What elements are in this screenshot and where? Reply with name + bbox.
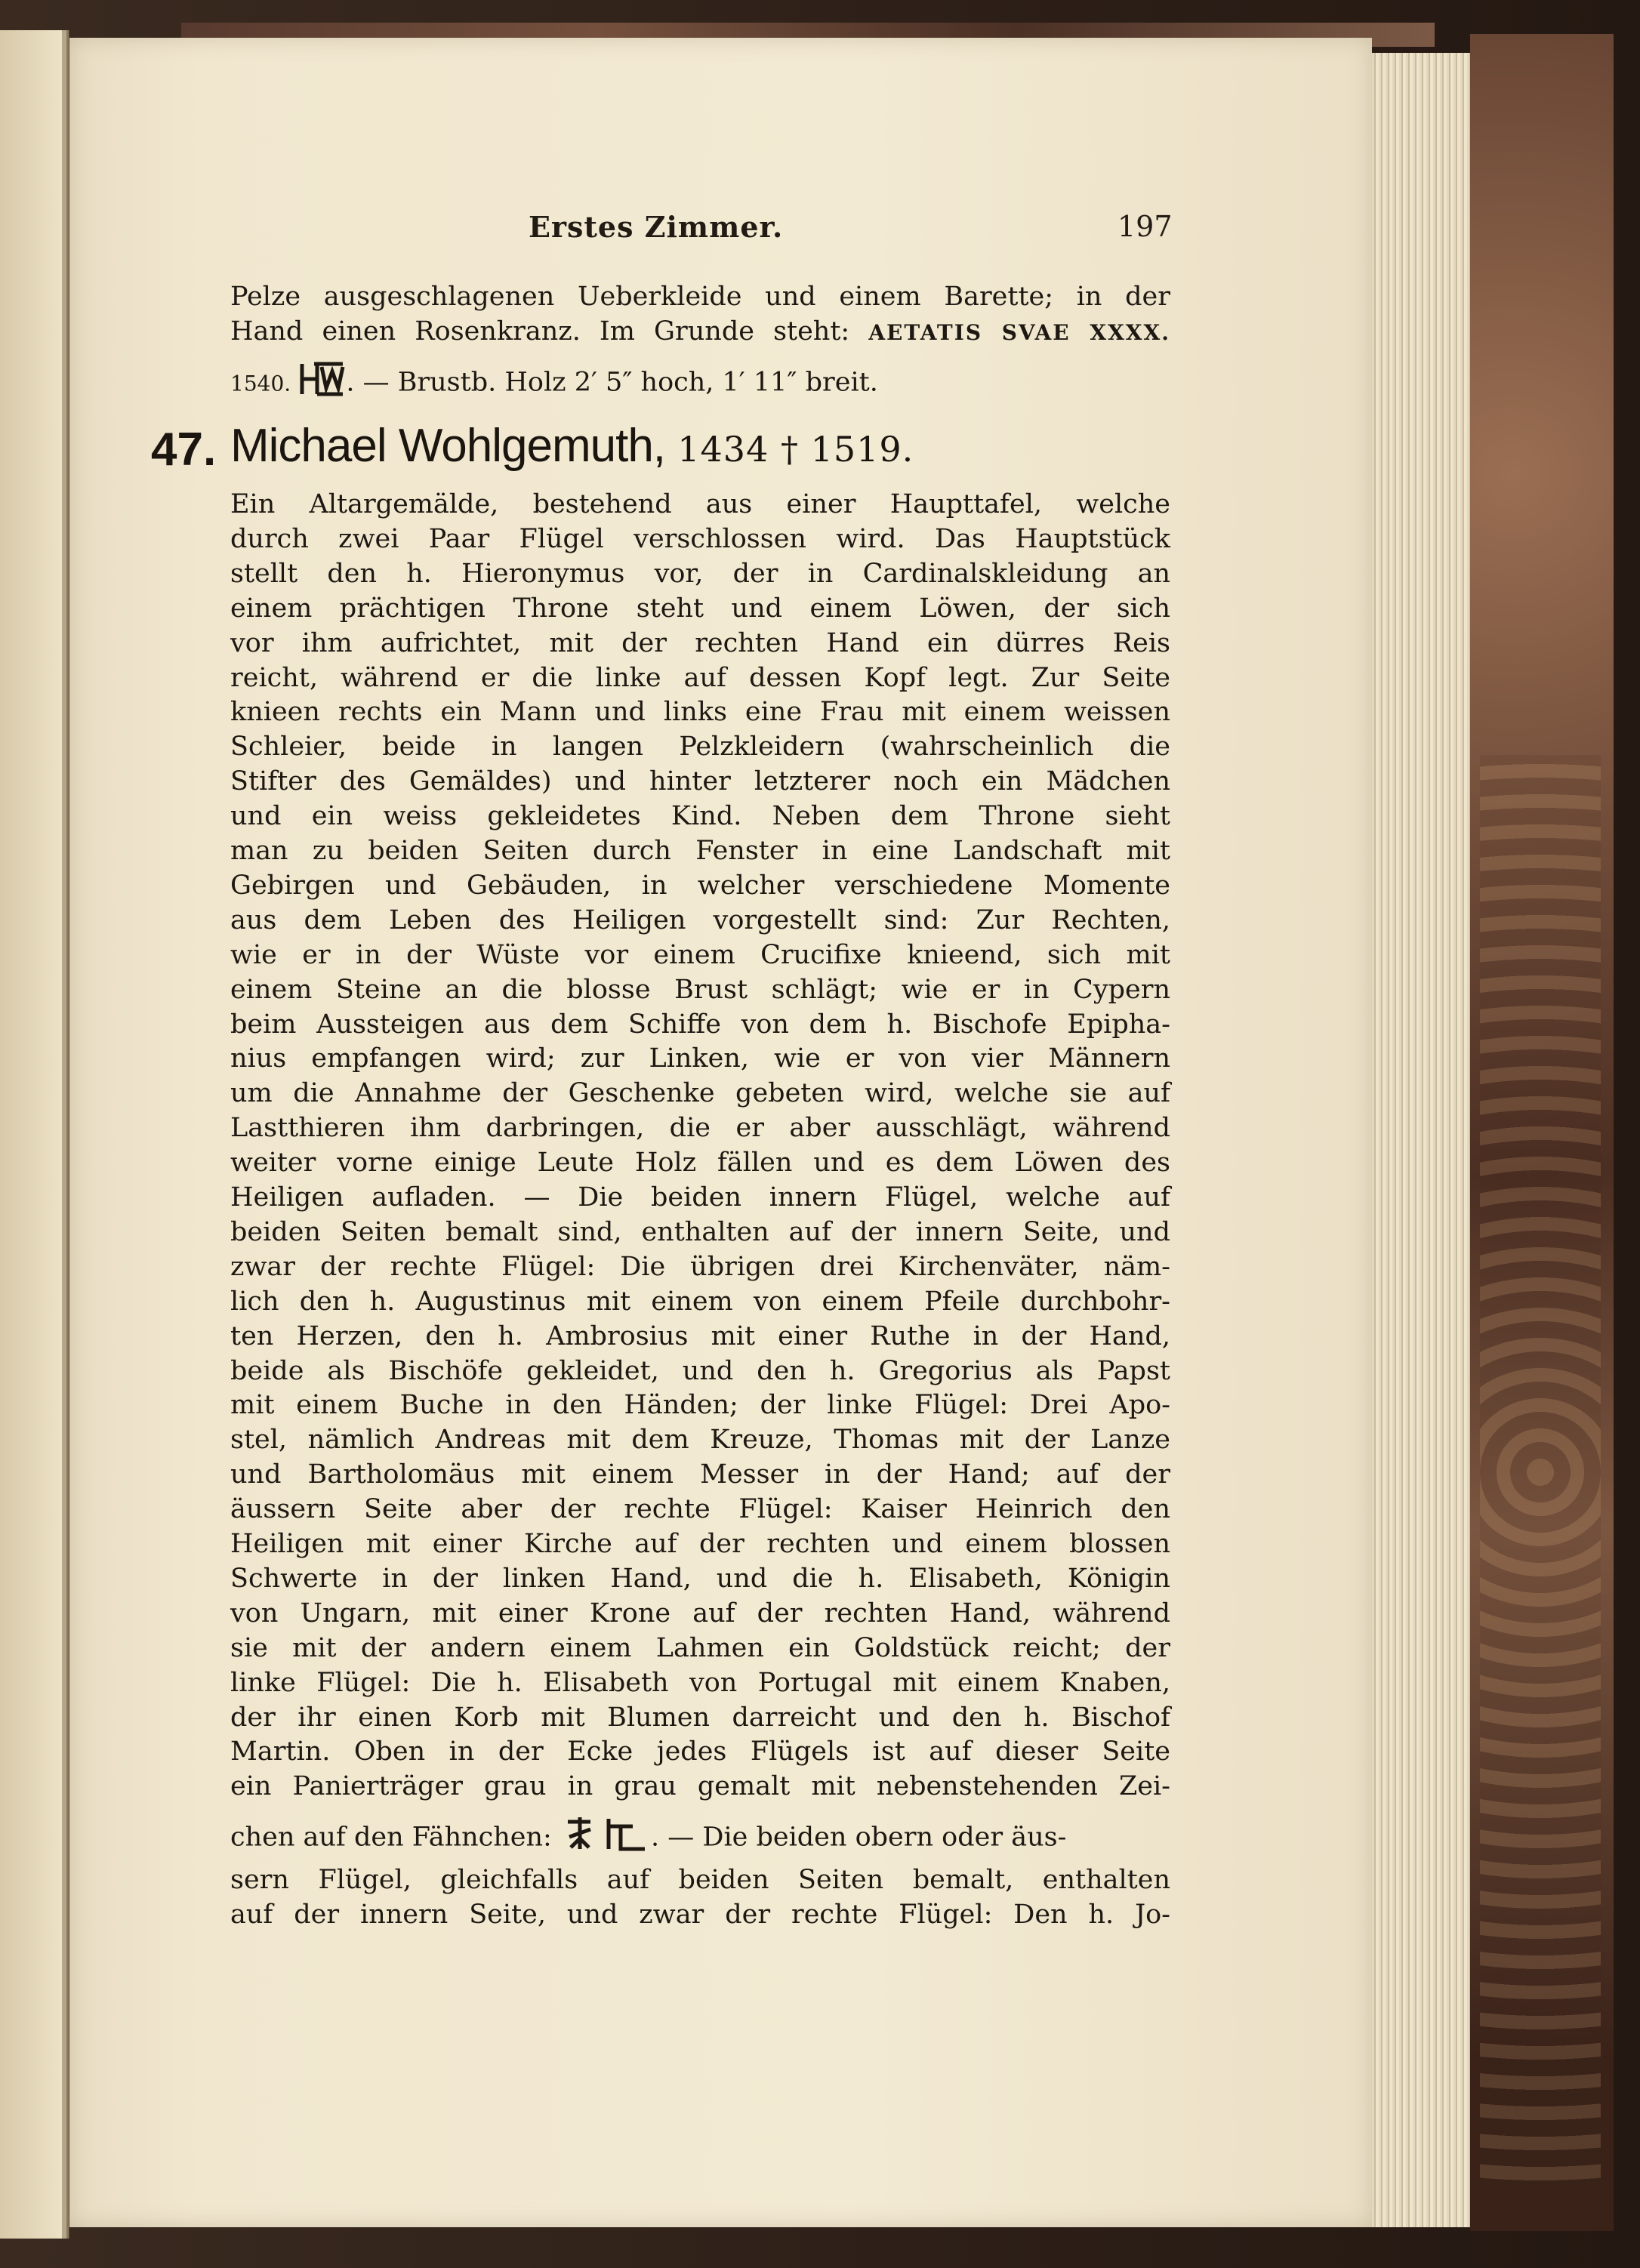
entry-title: Michael Wohlgemuth, 1434 † 1519.	[230, 420, 914, 472]
cover-texture	[1480, 755, 1601, 2189]
text-line: stellt den h. Hieronymus vor, der in Cardinalskleidung an	[230, 559, 1170, 589]
text-line: linke Flügel: Die h. Elisabeth von Portugal mit einem Knaben,	[230, 1668, 1170, 1698]
text-line: Schleier, beide in langen Pelzkleidern (wahrscheinlich die	[230, 732, 1170, 762]
text-line: zwar der rechte Flügel: Die übrigen drei Kirchenväter, näm-	[230, 1252, 1170, 1282]
text-line: mit einem Buche in den Händen; der linke Flügel: Drei Apo-	[230, 1390, 1170, 1420]
text-line: chen auf den Fähnchen: . — Die beiden obern oder äus-	[230, 1814, 1170, 1863]
text-line: ein Panierträger grau in grau gemalt mit nebenstehenden Zei-	[230, 1771, 1170, 1801]
running-head: Erstes Zimmer.	[529, 210, 784, 244]
text-line: durch zwei Paar Flügel verschlossen wird. Das Hauptstück	[230, 524, 1170, 554]
text-line: aus dem Leben des Heiligen vorgestellt sind: Zur Rechten,	[230, 905, 1170, 935]
text-line: stel, nämlich Andreas mit dem Kreuze, Thomas mit der Lanze	[230, 1425, 1170, 1455]
text-line: knieen rechts ein Mann und links eine Frau mit einem weissen	[230, 697, 1170, 727]
entry-number: 47.	[151, 424, 217, 476]
text-line: reicht, während er die linke auf dessen Kopf legt. Zur Seite	[230, 663, 1170, 693]
page-fore-edge	[1372, 53, 1470, 2227]
text-line: Martin. Oben in der Ecke jedes Flügels ist auf dieser Seite	[230, 1736, 1170, 1767]
entry-dates: 1434 † 1519.	[677, 429, 914, 470]
text-line: Heiligen mit einer Kirche auf der rechten und einem blossen	[230, 1529, 1170, 1559]
text-line: beide als Bischöfe gekleidet, und den h. Gregorius als Papst	[230, 1356, 1170, 1386]
text-line: sie mit der andern einem Lahmen ein Goldstück reicht; der	[230, 1633, 1170, 1663]
text-line: vor ihm aufrichtet, mit der rechten Hand ein dürres Reis	[230, 628, 1170, 658]
text-line: Gebirgen und Gebäuden, in welcher verschiedene Momente	[230, 871, 1170, 901]
text-line: einem Steine an die blosse Brust schlägt; wie er in Cypern	[230, 975, 1170, 1005]
text-line: wie er in der Wüste vor einem Crucifixe knieend, sich mit	[230, 940, 1170, 970]
text-line: und Bartholomäus mit einem Messer in der Hand; auf der	[230, 1459, 1170, 1490]
text-line: nius empfangen wird; zur Linken, wie er von vier Männern	[230, 1043, 1170, 1074]
text-line: Ein Altargemälde, bestehend aus einer Haupttafel, welche	[230, 489, 1170, 519]
text-line: lich den h. Augustinus mit einem von einem Pfeile durchbohr-	[230, 1287, 1170, 1317]
text-line: von Ungarn, mit einer Krone auf der rechten Hand, während	[230, 1598, 1170, 1629]
text-line: Heiligen aufladen. — Die beiden innern Flügel, welche auf	[230, 1182, 1170, 1213]
page-number: 197	[1117, 210, 1173, 243]
hw-monogram-icon	[299, 361, 346, 406]
text-line: weiter vorne einige Leute Holz fällen und es dem Löwen des	[230, 1148, 1170, 1178]
text-line: Lastthieren ihm darbringen, die er aber ausschlägt, während	[230, 1113, 1170, 1143]
text-line: auf der innern Seite, und zwar der rechte Flügel: Den h. Jo-	[230, 1900, 1170, 1930]
text-line: 1540. . — Brustb. Holz 2′ 5″ hoch, 1′ 11″ breit.	[230, 361, 1170, 406]
left-page-edge	[0, 30, 69, 2239]
text-line: sern Flügel, gleichfalls auf beiden Seiten bemalt, enthalten	[230, 1865, 1170, 1895]
text-line: Schwerte in der linken Hand, und die h. Elisabeth, Königin	[230, 1564, 1170, 1594]
text-line: äussern Seite aber der rechte Flügel: Kaiser Heinrich den	[230, 1494, 1170, 1524]
text-line: beiden Seiten bemalt sind, enthalten auf der innern Seite, und	[230, 1217, 1170, 1247]
text-line: und ein weiss gekleidetes Kind. Neben dem Throne sieht	[230, 801, 1170, 831]
banner-signs-icon	[560, 1814, 651, 1863]
text-line: um die Annahme der Geschenke gebeten wird, welche sie auf	[230, 1078, 1170, 1108]
text-line: der ihr einen Korb mit Blumen darreicht und den h. Bischof	[230, 1703, 1170, 1733]
text-line: ten Herzen, den h. Ambrosius mit einer Ruthe in der Hand,	[230, 1321, 1170, 1351]
text-line: einem prächtigen Throne steht und einem Löwen, der sich	[230, 593, 1170, 624]
text-line: man zu beiden Seiten durch Fenster in eine Landschaft mit	[230, 836, 1170, 866]
text-line: Pelze ausgeschlagenen Ueberkleide und einem Barette; in der	[230, 282, 1170, 312]
gutter-shadow	[62, 30, 69, 2239]
text-line: beim Aussteigen aus dem Schiffe von dem h. Bischofe Epipha-	[230, 1009, 1170, 1040]
text-line: Hand einen Rosenkranz. Im Grunde steht: AETATIS SVAE XXXX.	[230, 316, 1171, 347]
text-line: Stifter des Gemäldes) und hinter letzterer noch ein Mädchen	[230, 766, 1170, 797]
inscription-text: AETATIS SVAE XXXX.	[868, 320, 1171, 345]
